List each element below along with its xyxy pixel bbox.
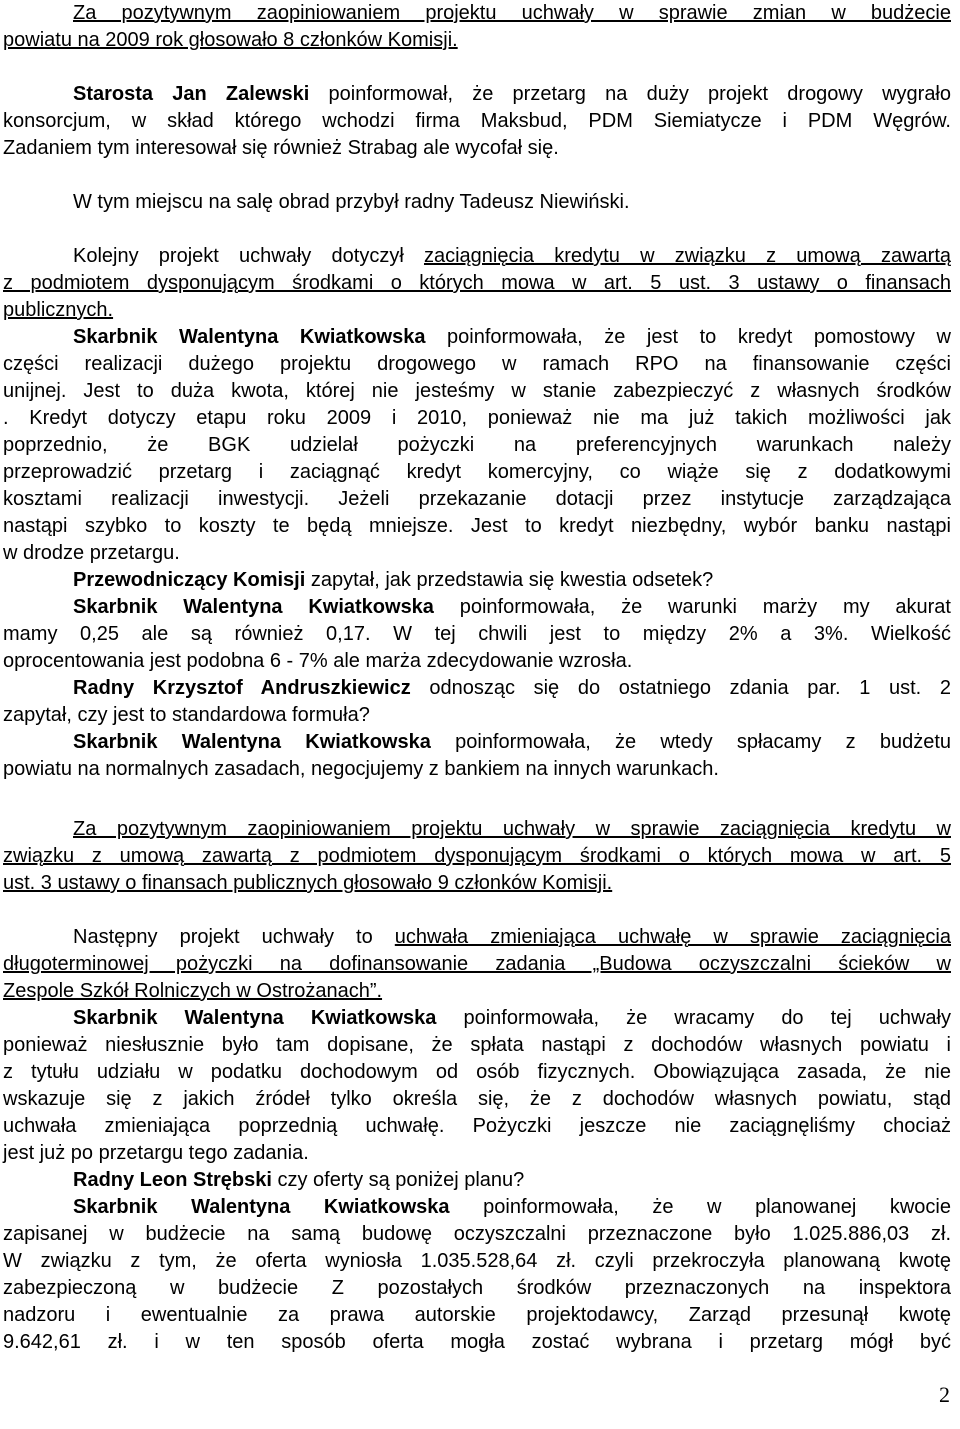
text-line — [3, 1086, 951, 1113]
plain-text: ponieważ niesłusznie było tam dopisane, że spłata nastąpi z dochodów własnych powiatu i — [3, 1034, 951, 1056]
plain-text: 9.642,61 zł. i w ten sposób oferta mogła zostać wybrana i przetarg mógł być — [3, 1331, 951, 1353]
plain-text: poinformowała, że warunki marży my akurat — [433, 596, 951, 618]
text-line — [3, 243, 951, 270]
text-line — [3, 702, 951, 729]
text-line — [3, 432, 951, 459]
speaker-name: Skarbnik Walentyna Kwiatkowska — [73, 596, 434, 618]
plain-text: Zadaniem tym interesował się również Strabag ale wycofał się. — [3, 137, 559, 159]
text-line — [3, 1059, 951, 1086]
underlined-text: publicznych. — [3, 299, 114, 321]
text-line — [3, 351, 951, 378]
text-line — [3, 1113, 951, 1140]
plain-text: oprocentowania jest podobna 6 - 7% ale marża zdecydowanie wzrosła. — [3, 650, 633, 672]
plain-text: przeprowadzić przetarg i zaciągnąć kredyt komercyjny, co wiąże się z dodatkowymi — [3, 461, 951, 483]
text-line — [3, 1329, 951, 1356]
speaker-name: Radny Krzysztof Andruszkiewicz — [73, 677, 411, 699]
plain-text: poinformował, że przetarg na duży projekt drogowy wygrało — [309, 83, 952, 105]
text-line — [3, 594, 951, 621]
plain-text: mamy 0,25 ale są również 0,17. W tej chwili jest to między 2% a 3%. Wielkość — [3, 623, 951, 645]
speaker-name: Skarbnik Walentyna Kwiatkowska — [73, 731, 431, 753]
text-line — [3, 816, 951, 843]
text-line — [3, 951, 951, 978]
plain-text: poinformowała, że wtedy spłacamy z budżetu — [430, 731, 952, 753]
text-line — [3, 135, 951, 162]
plain-text: poinformowała, że w planowanej kwocie — [449, 1196, 951, 1218]
plain-text: z tytułu udziału w podatku dochodowym od osób fizycznych. Obowiązująca zasada, że nie — [3, 1061, 951, 1083]
plain-text: w drodze przetargu. — [3, 542, 180, 564]
text-line — [3, 486, 951, 513]
text-line — [3, 1221, 951, 1248]
text-line — [3, 513, 951, 540]
text-line — [3, 189, 951, 216]
plain-text: uchwała zmieniająca poprzednią uchwałę. Pożyczki jeszcze nie zaciągnęliśmy chociaż — [3, 1115, 951, 1137]
underlined-text: długoterminowej pożyczki na dofinansowanie zadania „Budowa oczyszczalni ścieków w — [3, 953, 951, 975]
plain-text: nadzoru i ewentualnie za prawa autorskie projektodawcy, Zarząd przesunął kwotę — [3, 1304, 951, 1326]
text-line — [3, 978, 951, 1005]
plain-text: kosztami realizacji inwestycji. Jeżeli przekazanie dotacji przez instytucje zarządzająca — [3, 488, 951, 510]
text-line — [3, 540, 951, 567]
text-line — [3, 27, 951, 54]
text-line — [3, 870, 951, 897]
speaker-name: Skarbnik Walentyna Kwiatkowska — [73, 326, 426, 348]
text-line — [3, 405, 951, 432]
plain-text: jest już po przetargu tego zadania. — [3, 1142, 309, 1164]
underlined-text: ust. 3 ustawy o finansach publicznych głosowało 9 członków Komisji. — [3, 872, 613, 894]
plain-text: odnosząc się do ostatniego zdania par. 1 ust. 2 — [410, 677, 951, 699]
text-line — [3, 270, 951, 297]
speaker-name: Przewodniczący Komisji — [73, 569, 306, 591]
underlined-text: Zespole Szkół Rolniczych w Ostrożanach”. — [3, 980, 383, 1002]
plain-text: W związku z tym, że oferta wyniosła 1.035.528,64 zł. czyli przekroczyła planowaną kwotę — [3, 1250, 951, 1272]
text-line — [3, 1167, 951, 1194]
plain-text: W tym miejscu na salę obrad przybył radny Tadeusz Niewiński. — [73, 191, 630, 213]
text-line — [3, 324, 951, 351]
page-number: 2 — [939, 1382, 950, 1407]
plain-text: wskazuje się z jakich źródeł tylko określa się, że z dochodów własnych powiatu, stąd — [3, 1088, 951, 1110]
underlined-text: zaciągnięcia kredytu w związku z umową zawartą — [423, 245, 951, 267]
text-line — [3, 924, 951, 951]
underlined-text: Za pozytywnym zaopiniowaniem projektu uchwały w sprawie zmian w budżecie — [73, 2, 951, 24]
plain-text: nastąpi szybko to koszty te będą mniejsze. Jest to kredyt niezbędny, wybór banku nastąpi — [3, 515, 951, 537]
text-line — [3, 297, 951, 324]
text-line — [3, 621, 951, 648]
text-line — [3, 1248, 951, 1275]
underlined-text: powiatu na 2009 rok głosowało 8 członków Komisji. — [3, 29, 458, 51]
plain-text: . Kredyt dotyczy etapu roku 2009 i 2010, ponieważ nie ma już takich możliwości jak — [3, 407, 951, 429]
text-line — [3, 81, 951, 108]
text-line — [3, 675, 951, 702]
plain-text: zapytał, czy jest to standardowa formuła? — [3, 704, 370, 726]
text-line — [3, 1032, 951, 1059]
plain-text: zapisanej w budżecie na samą budowę oczyszczalni przeznaczone było 1.025.886,03 zł. — [3, 1223, 951, 1245]
text-line — [3, 1005, 951, 1032]
text-line — [3, 378, 951, 405]
underlined-text: z podmiotem dysponującym środkami o których mowa w art. 5 ust. 3 ustawy o finansach — [3, 272, 951, 294]
underlined-text: związku z umową zawartą z podmiotem dysponującym środkami o których mowa w art. 5 — [3, 845, 951, 867]
text-line — [3, 459, 951, 486]
text-line — [3, 567, 951, 594]
speaker-name: Radny Leon Strębski — [73, 1169, 272, 1191]
text-line — [3, 843, 951, 870]
plain-text: Kolejny projekt uchwały dotyczył — [73, 245, 424, 267]
speaker-name: Skarbnik Walentyna Kwiatkowska — [73, 1007, 437, 1029]
plain-text: unijnej. Jest to duża kwota, której nie jesteśmy w stanie zabezpieczyć z własnych środków — [3, 380, 951, 402]
plain-text: powiatu na normalnych zasadach, negocjujemy z bankiem na innych warunkach. — [3, 758, 719, 780]
plain-text: poprzednio, że BGK udzielał pożyczki na preferencyjnych warunkach należy — [3, 434, 951, 456]
underlined-text: uchwała zmieniająca uchwałę w sprawie zaciągnięcia — [394, 926, 952, 948]
text-line — [3, 1140, 951, 1167]
plain-text: Następny projekt uchwały to — [73, 926, 395, 948]
text-line — [3, 1302, 951, 1329]
plain-text: konsorcjum, w skład którego wchodzi firma Maksbud, PDM Siemiatycze i PDM Węgrów. — [3, 110, 951, 132]
text-line — [3, 108, 951, 135]
plain-text: zapytał, jak przedstawia się kwestia odsetek? — [305, 569, 714, 591]
text-line — [3, 1194, 951, 1221]
text-line — [3, 729, 951, 756]
plain-text: części realizacji dużego projektu drogowego w ramach RPO na finansowanie części — [3, 353, 951, 375]
plain-text: czy oferty są poniżej planu? — [271, 1169, 525, 1191]
underlined-text: Za pozytywnym zaopiniowaniem projektu uchwały w sprawie zaciągnięcia kredytu w — [73, 818, 951, 840]
plain-text: poinformowała, że wracamy do tej uchwały — [436, 1007, 951, 1029]
text-line — [3, 648, 951, 675]
speaker-name: Starosta Jan Zalewski — [73, 83, 310, 105]
text-line — [3, 756, 951, 783]
plain-text: zabezpieczoną w budżecie Z pozostałych środków przeznaczonych na inspektora — [3, 1277, 951, 1299]
text-line — [3, 1275, 951, 1302]
text-line — [3, 0, 951, 27]
speaker-name: Skarbnik Walentyna Kwiatkowska — [73, 1196, 450, 1218]
plain-text: poinformowała, że jest to kredyt pomostowy w — [425, 326, 951, 348]
